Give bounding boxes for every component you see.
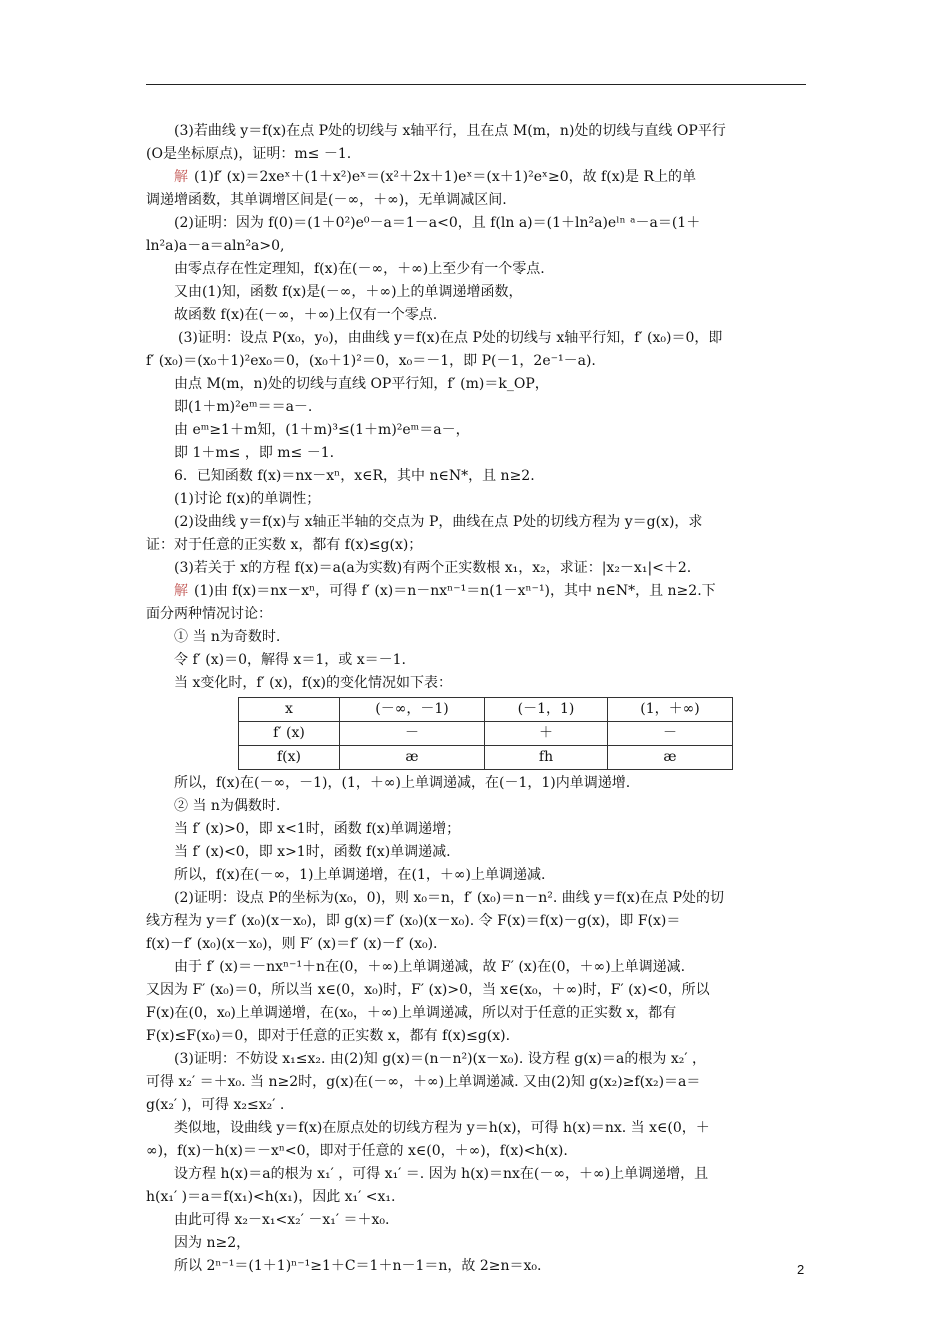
line-text: 6．已知函数 f(x)＝nx－xⁿ，x∈R，其中 n∈N*，且 n≥2. (174, 468, 535, 484)
line-text: ① 当 n为奇数时. (174, 629, 281, 645)
text-line (146, 1140, 806, 1163)
text-line (146, 841, 806, 864)
text-line (146, 1163, 806, 1186)
line-text: 所以 2ⁿ⁻¹＝(1＋1)ⁿ⁻¹≥1＋C＝1＋n－1＝n，故 2≥n＝x₀. (174, 1258, 542, 1274)
text-line (146, 304, 806, 327)
line-text: 又因为 F′ (x₀)＝0，所以当 x∈(0，x₀)时，F′ (x)>0，当 x∈(x₀，＋∞)时，F′ (x)<0，所以 (146, 982, 710, 998)
document-body (146, 120, 806, 1278)
text-line (146, 910, 806, 933)
text-line (146, 350, 806, 373)
line-text: 因为 n≥2， (174, 1235, 251, 1251)
text-line (146, 933, 806, 956)
text-line (146, 1071, 806, 1094)
text-line (146, 396, 806, 419)
table-row (239, 698, 733, 722)
text-line (146, 534, 806, 557)
line-text: 由零点存在性定理知，f(x)在(－∞，＋∞)上至少有一个零点. (174, 261, 545, 277)
line-text: 由于 f′ (x)＝－nxⁿ⁻¹＋n在(0，＋∞)上单调递减，故 F′ (x)在(0，＋∞)上单调递减. (174, 959, 686, 975)
line-text: (3)若曲线 y＝f(x)在点 P处的切线与 x轴平行，且在点 M(m，n)处的切线与直线 OP平行 (174, 123, 726, 139)
text-line (146, 189, 806, 212)
line-text: 即(1＋m)²eᵐ＝＝a－. (174, 399, 313, 415)
line-text: (3)若关于 x的方程 f(x)＝a(a为实数)有两个正实数根 x₁，x₂，求证：|x₂－x₁|<＋2. (174, 560, 692, 576)
line-text: 所以，f(x)在(－∞，－1)，(1，＋∞)上单调递减，在(－1，1)内单调递增. (174, 775, 631, 791)
line-text: F(x)≤F(x₀)＝0，即对于任意的正实数 x，都有 f(x)≤g(x). (146, 1028, 511, 1044)
line-text: 当 x变化时，f′ (x)，f(x)的变化情况如下表： (174, 675, 452, 691)
line-text: (2)证明：因为 f(0)＝(1＋0²)e⁰－a＝1－a<0，且 f(ln a)＝(1＋ln²a)eˡⁿ ᵃ－a＝(1＋ (174, 215, 701, 231)
text-line (146, 1025, 806, 1048)
text-line (146, 258, 806, 281)
line-text: ② 当 n为偶数时. (174, 798, 281, 814)
table-cell: f(x) (239, 746, 340, 770)
text-line (146, 373, 806, 396)
text-line (146, 979, 806, 1002)
table-cell: f′ (x) (239, 722, 340, 746)
line-text: 类似地，设曲线 y＝f(x)在原点处的切线方程为 y＝h(x)，可得 h(x)＝nx. 当 x∈(0，＋ (174, 1120, 710, 1136)
table-cell: (－1，1) (485, 698, 608, 722)
line-text: 当 f′ (x)<0，即 x>1时，函数 f(x)单调递减. (174, 844, 451, 860)
table-cell: － (608, 722, 733, 746)
text-line (146, 626, 806, 649)
line-text: f(x)－f′ (x₀)(x－x₀)，则 F′ (x)＝f′ (x)－f′ (x₀). (146, 936, 438, 952)
line-text: g(x₂′ )，可得 x₂≤x₂′ . (146, 1097, 285, 1113)
line-text: (3)证明：设点 P(x₀，y₀)，由曲线 y＝f(x)在点 P处的切线与 x轴平行知，f′ (x₀)＝0，即 (178, 330, 723, 346)
line-text: 可得 x₂′ ＝＋x₀. 当 n≥2时，g(x)在(－∞，＋∞)上单调递减. 又由(2)知 g(x₂)≥f(x₂)＝a＝ (146, 1074, 701, 1090)
line-text: 由 eᵐ≥1＋m知，(1＋m)³≤(1＋m)²eᵐ＝a－， (174, 422, 470, 438)
line-text: ∞)，f(x)－h(x)＝－xⁿ<0，即对于任意的 x∈(0，＋∞)，f(x)<h(x). (146, 1143, 568, 1159)
text-line (146, 120, 806, 143)
text-line (146, 1002, 806, 1025)
table-cell: (－∞，－1) (340, 698, 485, 722)
line-text: h(x₁′ )＝a＝f(x₁)<h(x₁)，因此 x₁′ <x₁. (146, 1189, 396, 1205)
text-line (146, 1094, 806, 1117)
line-text: 所以，f(x)在(－∞，1)上单调递增，在(1，＋∞)上单调递减. (174, 867, 546, 883)
text-line (146, 281, 806, 304)
line-text: 证：对于任意的正实数 x，都有 f(x)≤g(x)； (146, 537, 423, 553)
line-text: (3)证明：不妨设 x₁≤x₂. 由(2)知 g(x)＝(n－n²)(x－x₀). 设方程 g(x)＝a的根为 x₂′ ， (174, 1051, 706, 1067)
page-number: 2 (797, 1262, 805, 1277)
text-line (146, 327, 806, 350)
text-line (146, 235, 806, 258)
line-text: F(x)在(0，x₀)上单调递增，在(x₀，＋∞)上单调递减，所以对于任意的正实数 x，都有 (146, 1005, 677, 1021)
text-line (146, 166, 806, 189)
table-cell: fh (485, 746, 608, 770)
table-cell: (1，＋∞) (608, 698, 733, 722)
text-line (146, 956, 806, 979)
text-line (146, 672, 806, 695)
text-line (146, 649, 806, 672)
text-line (146, 442, 806, 465)
text-block-bottom (146, 772, 806, 1278)
text-line (146, 1048, 806, 1071)
table-cell: － (340, 722, 485, 746)
text-line (146, 864, 806, 887)
text-line (146, 1255, 806, 1278)
text-line (146, 419, 806, 442)
line-text: f′ (x₀)＝(x₀＋1)²ex₀＝0，(x₀＋1)²＝0，x₀＝－1，即 P(－1，2e⁻¹－a). (146, 353, 596, 369)
line-text: 调递增函数，其单调增区间是(－∞，＋∞)，无单调减区间. (146, 192, 507, 208)
text-line (146, 1232, 806, 1255)
text-line (146, 1209, 806, 1232)
table-row (239, 722, 733, 746)
variation-table (238, 697, 733, 770)
line-text: 即 1＋m≤ ，即 m≤ －1. (174, 445, 335, 461)
line-text: 令 f′ (x)＝0，解得 x＝1，或 x＝－1. (174, 652, 406, 668)
line-text: (1)讨论 f(x)的单调性； (174, 491, 321, 507)
text-block-top (146, 120, 806, 695)
line-text: (1)由 f(x)＝nx－xⁿ，可得 f′ (x)＝n－nxⁿ⁻¹＝n(1－xⁿ⁻¹)，其中 n∈N*，且 n≥2.下 (194, 583, 716, 599)
text-line (146, 511, 806, 534)
table-row (239, 746, 733, 770)
solution-label: 解 (174, 583, 188, 599)
text-line (146, 887, 806, 910)
line-text: (1)f′ (x)＝2xeˣ＋(1＋x²)eˣ＝(x²＋2x＋1)eˣ＝(x＋1)²eˣ≥0，故 f(x)是 R上的单 (194, 169, 697, 185)
line-text: ln²a)a－a＝aln²a>0, (146, 238, 285, 254)
text-line (146, 772, 806, 795)
text-line (146, 795, 806, 818)
line-text: 由点 M(m，n)处的切线与直线 OP平行知，f′ (m)＝k_OP， (174, 376, 549, 392)
line-text: 设方程 h(x)＝a的根为 x₁′ ，可得 x₁′ ＝. 因为 h(x)＝nx在(－∞，＋∞)上单调递增，且 (174, 1166, 709, 1182)
text-line (146, 143, 806, 166)
solution-label: 解 (174, 169, 188, 185)
text-line (146, 465, 806, 488)
line-text: 线方程为 y＝f′ (x₀)(x－x₀)，即 g(x)＝f′ (x₀)(x－x₀). 令 F(x)＝f(x)－g(x)，即 F(x)＝ (146, 913, 681, 929)
line-text: 又由(1)知，函数 f(x)是(－∞，＋∞)上的单调递增函数， (174, 284, 523, 300)
text-line (146, 488, 806, 511)
text-line (146, 580, 806, 603)
table-cell: ＋ (485, 722, 608, 746)
table-cell: x (239, 698, 340, 722)
text-line (146, 212, 806, 235)
line-text: (2)证明：设点 P的坐标为(x₀，0)，则 x₀＝n，f′ (x₀)＝n－n². 曲线 y＝f(x)在点 P处的切 (174, 890, 725, 906)
table-cell: æ (340, 746, 485, 770)
text-line (146, 557, 806, 580)
text-line (146, 603, 806, 626)
line-text: 故函数 f(x)在(－∞，＋∞)上仅有一个零点. (174, 307, 438, 323)
text-line (146, 818, 806, 841)
table-cell: æ (608, 746, 733, 770)
line-text: (2)设曲线 y＝f(x)与 x轴正半轴的交点为 P，曲线在点 P处的切线方程为 y＝g(x)，求 (174, 514, 703, 530)
header-rule (146, 84, 806, 85)
line-text: 由此可得 x₂－x₁<x₂′ －x₁′ ＝＋x₀. (174, 1212, 390, 1228)
text-line (146, 1186, 806, 1209)
line-text: 当 f′ (x)>0，即 x<1时，函数 f(x)单调递增； (174, 821, 461, 837)
line-text: (O是坐标原点)，证明：m≤ －1. (146, 146, 352, 162)
line-text: 面分两种情况讨论： (146, 606, 272, 622)
text-line (146, 1117, 806, 1140)
